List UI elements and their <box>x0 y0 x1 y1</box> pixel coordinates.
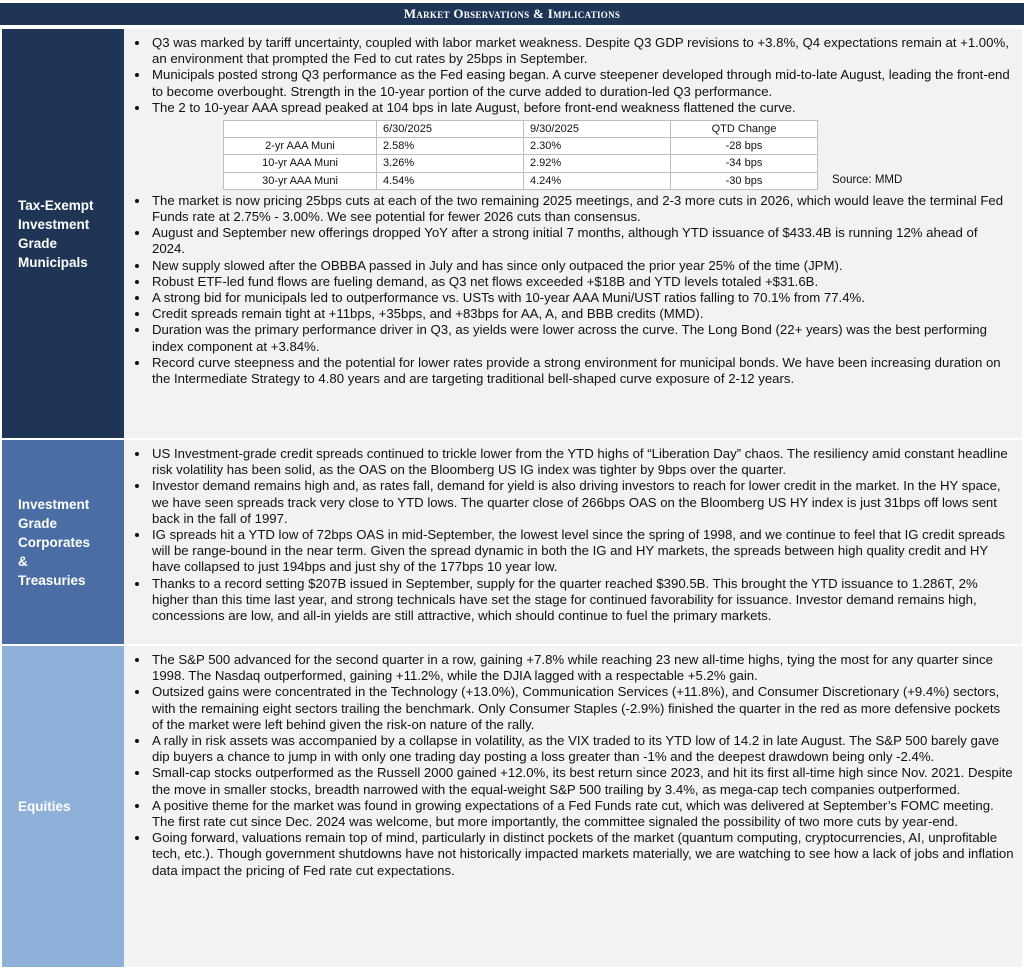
table-cell: 2-yr AAA Muni <box>224 138 377 155</box>
bullet-item: • US Investment-grade credit spreads continued to trickle lower from the YTD highs of “Liberation Day” chaos. The resiliency amid constant headline risk volatility has been solid, as the OAS on the Bloomberg US IG index was tighter by 9bps over the quarter. <box>150 446 1014 478</box>
table-cell: 2.30% <box>524 138 671 155</box>
section-equities <box>2 646 1022 967</box>
table-source-note: Source: MMD <box>832 173 903 186</box>
bullet-item: • Record curve steepness and the potential for lower rates provide a strong environment for municipal bonds. We have been increasing duration on the Intermediate Strategy to 4.80 years and are targeting traditional bell-shaped curve exposure of 2-12 years. <box>150 355 1014 387</box>
bullet-item: • Duration was the primary performance driver in Q3, as yields were lower across the curve. The Long Bond (22+ years) was the best performing index component at +3.84%. <box>150 322 1014 354</box>
table-cell: 4.24% <box>524 172 671 189</box>
table-cell: 2.58% <box>377 138 524 155</box>
section-label-line: Treasuries <box>18 572 86 588</box>
table-row <box>224 155 818 172</box>
rates-table-wrapper <box>223 120 1014 190</box>
table-cell: 10-yr AAA Muni <box>224 155 377 172</box>
bullet-item: • A positive theme for the market was found in growing expectations of a Fed Funds rate cut, which was delivered at September’s FOMC meeting. The first rate cut since Dec. 2024 was welcome, but more importantly, the committee signaled the possibility of two more cuts by year-end. <box>150 798 1014 830</box>
bullet-item: • Thanks to a record setting $207B issued in September, supply for the quarter reached $390.5B. This brought the YTD issuance to 1.286T, 2% higher than this time last year, and strong technicals have set the stage for continued favorability for issuance. Investor demand remains high, concessions are low, and all-in yields are still attractive, which should continue to fuel the primary markets. <box>150 576 1014 625</box>
table-header-row <box>224 121 818 138</box>
section-content <box>124 440 1022 644</box>
table-header-cell: 6/30/2025 <box>377 121 524 138</box>
section-label-line: Tax-Exempt <box>18 197 94 213</box>
bullet-list <box>128 35 1014 116</box>
bullet-list <box>128 193 1014 387</box>
table-cell: -30 bps <box>671 172 818 189</box>
bullet-item: • Investor demand remains high and, as rates fall, demand for yield is also driving investors to reach for lower credit in the market. In the HY space, we have seen spreads track very close to YTD lows. The quarter close of 266bps OAS on the Bloomberg US HY index is just 31bps off lows sent back in the fall of 1997. <box>150 478 1014 527</box>
section-label-line: Equities <box>18 799 71 814</box>
bullet-item: • New supply slowed after the OBBBA passed in July and has since only outpaced the prior year 25% of the time (JPM). <box>150 258 1014 274</box>
section-label-line: Investment <box>18 216 90 232</box>
table-cell: 3.26% <box>377 155 524 172</box>
table-row <box>224 138 818 155</box>
section-content <box>124 646 1022 967</box>
section-label-line: Municipals <box>18 254 88 270</box>
table-cell: -28 bps <box>671 138 818 155</box>
bullet-item: • The S&P 500 advanced for the second quarter in a row, gaining +7.8% while reaching 23 new all-time highs, tying the most for any quarter since 1998. The Nasdaq outperformed, gaining +11.2%, while the DJIA lagged with a respectable +5.2% gain. <box>150 652 1014 684</box>
bullet-item: • Going forward, valuations remain top of mind, particularly in distinct pockets of the market (quantum computing, cryptocurrencies, AI, unprofitable tech, etc.). Though government shutdowns have not historically impacted markets materially, we are watching to see how a lack of jobs and inflation data impact the pricing of Fed rate cut expectations. <box>150 830 1014 879</box>
bullet-item: • IG spreads hit a YTD low of 72bps OAS in mid-September, the lowest level since the spring of 1998, and we continue to feel that IG credit spreads will be range-bound in the near term. Given the spread dynamic in both the IG and HY markets, the spreads between high quality credit and HY have collapsed to just 194bps and just shy of the 177bps 10 year low. <box>150 527 1014 576</box>
bullet-item: • Robust ETF-led fund flows are fueling demand, as Q3 net flows exceeded +$18B and YTD levels totaled +$31.6B. <box>150 274 1014 290</box>
rates-table <box>223 120 818 190</box>
bullet-item: • A rally in risk assets was accompanied by a collapse in volatility, as the VIX traded to its YTD low of 14.2 in late August. The S&P 500 barely gave dip buyers a chance to jump in with only one trading day posting a loss greater than -1% and the deepest drawdown being only -2.4%. <box>150 733 1014 765</box>
table-header-cell <box>224 121 377 138</box>
section-label-line: Investment <box>18 496 90 512</box>
table-cell: 2.92% <box>524 155 671 172</box>
page-title: Market Observations & Implications <box>0 3 1024 25</box>
table-header-cell: QTD Change <box>671 121 818 138</box>
bullet-item: • Q3 was marked by tariff uncertainty, coupled with labor market weakness. Despite Q3 GDP revisions to +3.8%, Q4 expectations remain at +1.00%, an environment that prompted the Fed to cut rates by 25bps in September. <box>150 35 1014 67</box>
section-label-line: Grade <box>18 515 58 531</box>
bullet-item: • A strong bid for municipals led to outperformance vs. USTs with 10-year AAA Muni/UST ratios falling to 70.1% from 77.4%. <box>150 290 1014 306</box>
section-label-line: & <box>18 553 28 569</box>
section-label <box>2 440 124 644</box>
bullet-list <box>128 446 1014 624</box>
section-corporates-treasuries <box>2 440 1022 644</box>
section-label <box>2 646 124 967</box>
bullet-item: • Municipals posted strong Q3 performance as the Fed easing began. A curve steepener developed through mid-to-late August, leading the front-end to become overbought. Strength in the 10-year portion of the curve added to duration-led Q3 performance. <box>150 67 1014 99</box>
bullet-item: • August and September new offerings dropped YoY after a strong initial 7 months, although YTD issuance of $433.4B is running 12% ahead of 2024. <box>150 225 1014 257</box>
table-cell: 4.54% <box>377 172 524 189</box>
table-cell: 30-yr AAA Muni <box>224 172 377 189</box>
table-cell: -34 bps <box>671 155 818 172</box>
bullet-item: • The 2 to 10-year AAA spread peaked at 104 bps in late August, before front-end weakness flattened the curve. <box>150 100 1014 116</box>
bullet-list <box>128 652 1014 879</box>
section-label <box>2 29 124 438</box>
section-municipals <box>2 29 1022 438</box>
section-label-line: Grade <box>18 235 58 251</box>
bullet-item: • The market is now pricing 25bps cuts at each of the two remaining 2025 meetings, and 2-3 more cuts in 2026, which would leave the terminal Fed Funds rate at 2.75% - 3.00%. We see potential for fewer 2026 cuts than consensus. <box>150 193 1014 225</box>
table-row <box>224 172 818 189</box>
bullet-item: • Small-cap stocks outperformed as the Russell 2000 gained +12.0%, its best return since 2023, and hit its first all-time high since Nov. 2021. Despite the move in smaller stocks, breadth narrowed with the equal-weight S&P 500 trailing by 3.4%, as mega-cap tech companies outperformed. <box>150 765 1014 797</box>
bullet-item: • Credit spreads remain tight at +11bps, +35bps, and +83bps for AA, A, and BBB credits (MMD). <box>150 306 1014 322</box>
table-header-cell: 9/30/2025 <box>524 121 671 138</box>
section-content <box>124 29 1022 438</box>
bullet-item: • Outsized gains were concentrated in the Technology (+13.0%), Communication Services (+11.8%), and Consumer Discretionary (+9.4%) sectors, with the remaining eight sectors trailing the benchmark. Only Consumer Staples (-2.9%) finished the quarter in the red as more defensive pockets of the market were left behind given the risk-on nature of the rally. <box>150 684 1014 733</box>
section-label-line: Corporates <box>18 534 91 550</box>
